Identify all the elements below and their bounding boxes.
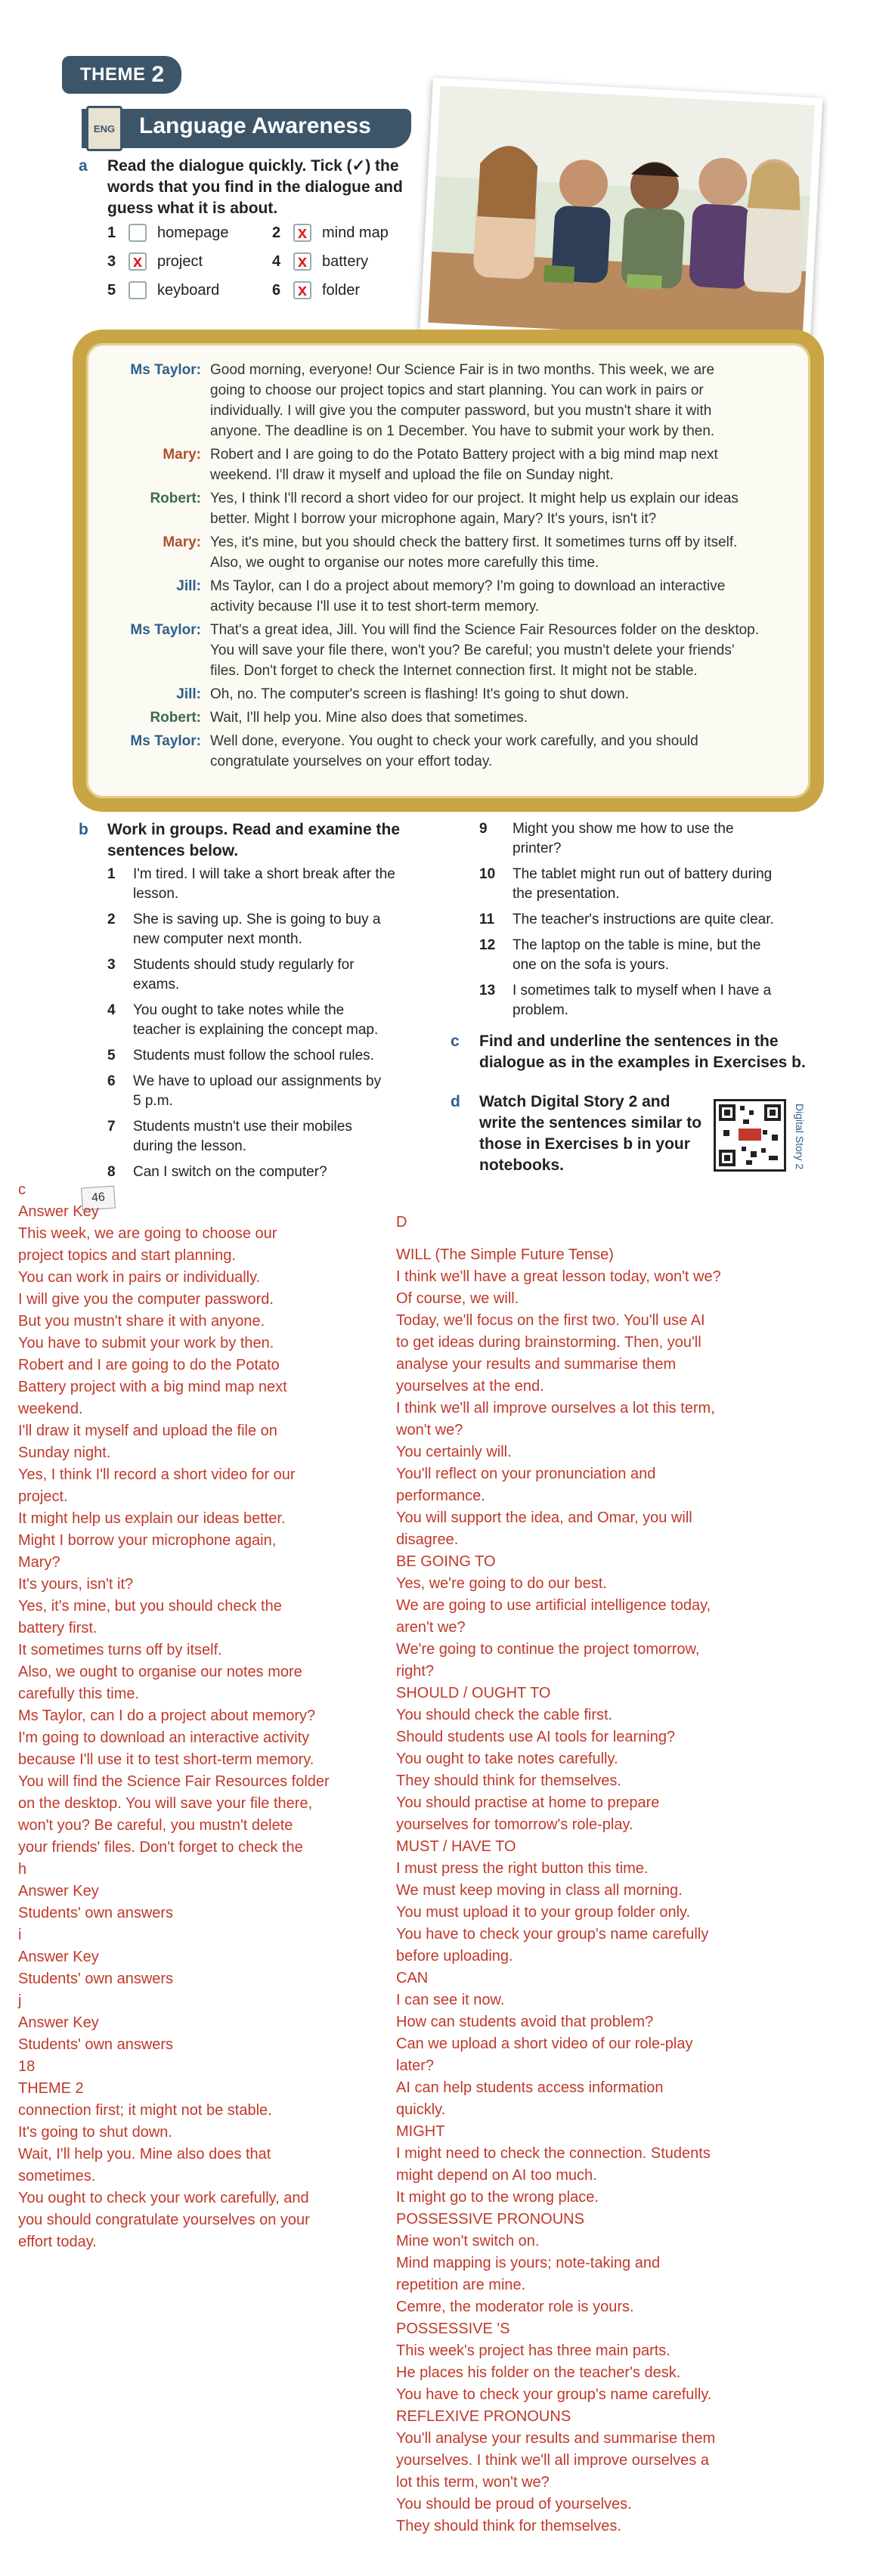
note-line: lot this term, won't we? [396, 2474, 550, 2491]
note-line: aren't we? [396, 1619, 466, 1636]
speaker-name: Ms Taylor: [130, 733, 201, 749]
note-line: You have to submit your work by then. [18, 1335, 274, 1351]
note-line [396, 1234, 789, 1244]
list-item: 3 Students should study regularly for exams. [107, 957, 355, 992]
note-line: Today, we'll focus on the first two. You'll use AI [396, 1312, 705, 1329]
word-list [107, 224, 410, 299]
tick-box[interactable] [129, 224, 147, 242]
right-notes [396, 1212, 789, 2537]
note-line: Yes, we're going to do our best. [396, 1575, 607, 1592]
speaker-name: Jill: [176, 578, 201, 594]
word-item: 6 x folder [272, 280, 361, 299]
note-line: But you mustn't share it with anyone. [18, 1313, 265, 1330]
note-line: BE GOING TO [396, 1553, 496, 1570]
list-item: 10 The tablet might run out of battery during the presentation. [479, 866, 773, 902]
theme-label: THEME [80, 64, 146, 85]
note-line: Answer Key [18, 2014, 99, 2031]
note-line: You'll reflect on your pronunciation and [396, 1466, 656, 1482]
note-line: We are going to use artificial intelligence today, [396, 1597, 711, 1614]
list-item: 13 I sometimes talk to myself when I have a problem. [479, 983, 772, 1018]
note-line: performance. [396, 1488, 485, 1504]
dialogue-turn [86, 684, 785, 704]
note-line: POSSESSIVE PRONOUNS [396, 2211, 584, 2228]
note-line: You ought to take notes carefully. [396, 1751, 618, 1767]
note-line: won't you? Be careful, you mustn't delete [18, 1817, 293, 1834]
note-line: MIGHT [396, 2123, 445, 2140]
note-line: You will support the idea, and Omar, you will [396, 1509, 692, 1526]
speaker-name: Robert: [150, 710, 201, 726]
page-number: 46 [81, 1186, 116, 1211]
note-line: You can work in pairs or individually. [18, 1269, 261, 1286]
eng-badge-icon: ENG [86, 106, 122, 151]
note-line: It might help us explain our ideas better. [18, 1510, 286, 1527]
note-line: your friends' files. Don't forget to check the [18, 1839, 303, 1856]
note-line: I will give you the computer password. [18, 1291, 274, 1308]
speaker-name: Mary: [163, 534, 201, 550]
note-line: You have to check your group's name carefully [396, 1926, 709, 1943]
note-line: You should check the cable first. [396, 1707, 613, 1723]
note-line: Cemre, the moderator role is yours. [396, 2299, 634, 2315]
note-line: Answer Key [18, 1883, 99, 1899]
note-line: won't we? [396, 1422, 463, 1438]
speaker-name: Mary: [163, 447, 201, 463]
exercise-b-list-right [479, 819, 812, 1020]
note-line: to get ideas during brainstorming. Then, you'll [396, 1334, 701, 1351]
digital-story-label: Digital Story 2 [794, 1104, 806, 1170]
note-line: He places his folder on the teacher's desk. [396, 2364, 681, 2381]
note-line: Yes, it's mine, but you should check the [18, 1598, 282, 1615]
qr-code-icon[interactable] [714, 1099, 786, 1172]
list-item: 7 Students mustn't use their mobiles during the lesson. [107, 1119, 352, 1154]
dialogue-turn [86, 731, 785, 772]
list-item: 9 Might you show me how to use the printer? [479, 821, 734, 856]
left-notes [18, 1179, 373, 2253]
note-line: Mind mapping is yours; note-taking and [396, 2255, 661, 2271]
note-line: i [18, 1927, 22, 1943]
note-line: D [396, 1214, 407, 1231]
note-line: You have to check your group's name carefully. [396, 2386, 712, 2403]
word-item: 4 x battery [272, 252, 369, 271]
dialogue-text: Good morning, everyone! Our Science Fair is in two months. This week, we are going to choose our project topics and start planning. You can work in pairs or individually. I will give you the computer password, but you mustn't share it with anyone. The deadline is on 1 December. You have to submit your work by then. [210, 362, 715, 439]
list-item: 4 You ought to take notes while the teacher is explaining the concept map. [107, 1002, 379, 1038]
speaker-name: Robert: [150, 491, 201, 506]
note-line: THEME 2 [18, 2080, 84, 2097]
note-line: You certainly will. [396, 1444, 512, 1460]
note-line: AI can help students access information [396, 2079, 664, 2096]
word-item: 5 keyboard [107, 281, 220, 299]
note-line: effort today. [18, 2234, 97, 2250]
note-line: You must upload it to your group folder only. [396, 1904, 691, 1921]
tick-box[interactable]: x [293, 281, 311, 299]
note-line: Sunday night. [18, 1444, 111, 1461]
dialogue-text: Yes, I think I'll record a short video for our project. It might help us explain our ideas better. Might I borrow your microphone again, Mary? It's yours, isn't it? [210, 491, 739, 527]
list-item: 12 The laptop on the table is mine, but the one on the sofa is yours. [479, 937, 761, 973]
note-line: on the desktop. You will save your file there, [18, 1795, 313, 1812]
list-item: 1 I'm tired. I will take a short break after the lesson. [107, 866, 395, 902]
note-line: How can students avoid that problem? [396, 2014, 654, 2030]
tick-box[interactable]: x [129, 252, 147, 271]
speaker-name: Ms Taylor: [130, 622, 201, 638]
note-line: You should practise at home to prepare [396, 1794, 660, 1811]
exercise-b-list-left [107, 865, 440, 1182]
note-line: c [18, 1181, 26, 1198]
word-item: 1 homepage [107, 224, 229, 241]
note-line: I must press the right button this time. [396, 1860, 649, 1877]
note-line: You ought to check your work carefully, and [18, 2190, 309, 2206]
note-line: Students' own answers [18, 1971, 174, 1987]
note-line: They should think for themselves. [396, 1773, 621, 1789]
list-item: 11 The teacher's instructions are quite clear. [479, 912, 774, 927]
note-line: analyse your results and summarise them [396, 1356, 677, 1373]
dialogue-turn [86, 488, 785, 529]
exercise-d-letter: d [451, 1093, 460, 1110]
note-line: You will find the Science Fair Resources folder [18, 1773, 330, 1790]
dialogue-text: Well done, everyone. You ought to check your work carefully, and you should congratulate yourselves on your effort today. [210, 733, 698, 769]
tick-box[interactable]: x [293, 224, 311, 242]
dialogue-text: That's a great idea, Jill. You will find the Science Fair Resources folder on the desktop. You will save your file there, won't you? Be careful; you mustn't delete your friends' files. Don't forget to check the Internet connection first. It might not be stable. [210, 622, 760, 679]
note-line: I might need to check the connection. Students [396, 2145, 711, 2162]
exercise-c-instruction: Find and underline the sentences in the dialogue as in the examples in Exercises b. [479, 1033, 806, 1071]
note-line: Mary? [18, 1554, 60, 1571]
note-line: right? [396, 1663, 435, 1680]
list-item: 6 We have to upload our assignments by 5 p.m. [107, 1073, 382, 1109]
dialogue [86, 360, 785, 772]
note-line: Answer Key [18, 1949, 99, 1965]
note-line: because I'll use it to test short-term memory. [18, 1751, 314, 1768]
note-line: I'm going to download an interactive activity [18, 1729, 310, 1746]
note-line: Can we upload a short video of our role-play [396, 2036, 693, 2052]
list-item: 2 She is saving up. She is going to buy a new computer next month. [107, 912, 381, 947]
note-line: I'll draw it myself and upload the file on [18, 1423, 277, 1439]
dialogue-turn [86, 707, 785, 728]
note-line: yourselves. I think we'll all improve ourselves a [396, 2452, 709, 2469]
note-line: CAN [396, 1970, 429, 1986]
list-item: 8 Can I switch on the computer? [107, 1164, 327, 1180]
note-line: I can see it now. [396, 1992, 505, 2008]
note-line: Might I borrow your microphone again, [18, 1532, 277, 1549]
note-line: Yes, I think I'll record a short video for our [18, 1466, 296, 1483]
note-line: Of course, we will. [396, 1290, 519, 1307]
students-photo-illustration [428, 85, 815, 342]
note-line: you should congratulate yourselves on your [18, 2212, 310, 2228]
note-line: Robert and I are going to do the Potato [18, 1357, 280, 1373]
note-line: j [18, 1992, 22, 2009]
note-line: h [18, 1861, 27, 1878]
note-line: It sometimes turns off by itself. [18, 1642, 222, 1658]
note-line: You'll analyse your results and summarise them [396, 2430, 716, 2447]
note-line: project topics and start planning. [18, 1247, 236, 1264]
note-line: Students' own answers [18, 2036, 174, 2053]
note-line: Mine won't switch on. [396, 2233, 540, 2249]
tick-box[interactable]: x [293, 252, 311, 271]
note-line: before uploading. [396, 1948, 513, 1965]
note-line: Students' own answers [18, 1905, 174, 1921]
note-line: You should be proud of yourselves. [396, 2496, 632, 2513]
note-line: Also, we ought to organise our notes more [18, 1664, 302, 1680]
speaker-name: Jill: [176, 686, 201, 702]
dialogue-turn [86, 576, 785, 617]
note-line: Wait, I'll help you. Mine also does that [18, 2146, 271, 2163]
note-line: WILL (The Simple Future Tense) [396, 1246, 614, 1263]
exercise-d-instruction: Watch Digital Story 2 and write the sentences similar to those in Exercises b in your notebooks. [479, 1093, 702, 1174]
note-line: disagree. [396, 1531, 459, 1548]
dialogue-turn [86, 444, 785, 485]
section-title: Language Awareness [139, 113, 371, 138]
note-line: yourselves at the end. [396, 1378, 544, 1395]
note-line: Ms Taylor, can I do a project about memory? [18, 1708, 316, 1724]
note-line: connection first; it might not be stable. [18, 2102, 272, 2119]
dialogue-turn [86, 620, 785, 681]
note-line: 18 [18, 2058, 36, 2075]
theme-number: 2 [151, 62, 165, 87]
note-line: MUST / HAVE TO [396, 1838, 516, 1855]
note-line: weekend. [18, 1401, 83, 1417]
note-line: They should think for themselves. [396, 2518, 621, 2534]
dialogue-turn [86, 360, 785, 441]
note-line: might depend on AI too much. [396, 2167, 597, 2184]
note-line: project. [18, 1488, 68, 1505]
note-line: quickly. [396, 2101, 446, 2118]
speaker-name: Ms Taylor: [130, 362, 201, 378]
exercise-c-letter: c [451, 1033, 460, 1050]
dialogue-text: Oh, no. The computer's screen is flashing! It's going to shut down. [210, 686, 629, 702]
note-line: POSSESSIVE 'S [396, 2321, 510, 2337]
exercise-a-letter: a [79, 157, 88, 175]
note-line: Battery project with a big mind map next [18, 1379, 287, 1395]
note-line: yourselves for tomorrow's role-play. [396, 1816, 633, 1833]
note-line: battery first. [18, 1620, 98, 1636]
note-line: REFLEXIVE PRONOUNS [396, 2408, 571, 2425]
list-item: 5 Students must follow the school rules. [107, 1048, 374, 1064]
note-line: Answer Key [18, 1203, 99, 1220]
theme-tab [62, 56, 181, 94]
note-line: later? [396, 2057, 435, 2074]
note-line: We must keep moving in class all morning. [396, 1882, 683, 1899]
note-line: This week's project has three main parts. [396, 2342, 670, 2359]
note-line: SHOULD / OUGHT TO [396, 1685, 551, 1701]
note-line: This week, we are going to choose our [18, 1225, 277, 1242]
note-line: We're going to continue the project tomorrow, [396, 1641, 700, 1658]
note-line: It might go to the wrong place. [396, 2189, 599, 2206]
dialogue-turn [86, 532, 785, 573]
tick-box[interactable] [129, 281, 147, 299]
note-line: It's yours, isn't it? [18, 1576, 134, 1593]
dialogue-text: Robert and I are going to do the Potato Battery project with a big mind map next weekend. I'll draw it myself and upload the file on Sunday night. [210, 447, 718, 483]
students-photo [420, 78, 823, 351]
note-line: repetition are mine. [396, 2277, 526, 2293]
note-line: It's going to shut down. [18, 2124, 172, 2141]
note-line: carefully this time. [18, 1686, 140, 1702]
exercise-b-instruction: Work in groups. Read and examine the sentences below. [107, 821, 401, 859]
note-line: Should students use AI tools for learning? [396, 1729, 676, 1745]
dialogue-text: Ms Taylor, can I do a project about memory? I'm going to download an interactive activity because I'll use it to test short-term memory. [210, 578, 726, 615]
word-item: 3 x project [107, 252, 203, 271]
note-line: sometimes. [18, 2168, 96, 2184]
word-item: 2 x mind map [272, 223, 389, 242]
note-line: I think we'll all improve ourselves a lot this term, [396, 1400, 715, 1416]
note-line: I think we'll have a great lesson today, won't we? [396, 1268, 721, 1285]
dialogue-card [73, 330, 824, 812]
dialogue-text: Yes, it's mine, but you should check the battery first. It sometimes turns off by itself. Also, we ought to organise our notes more carefully this time. [210, 534, 738, 571]
exercise-a-instruction: Read the dialogue quickly. Tick (✓) the words that you find in the dialogue and guess what it is about. [107, 157, 403, 217]
exercise-b-letter: b [79, 821, 88, 838]
dialogue-text: Wait, I'll help you. Mine also does that sometimes. [210, 710, 528, 726]
